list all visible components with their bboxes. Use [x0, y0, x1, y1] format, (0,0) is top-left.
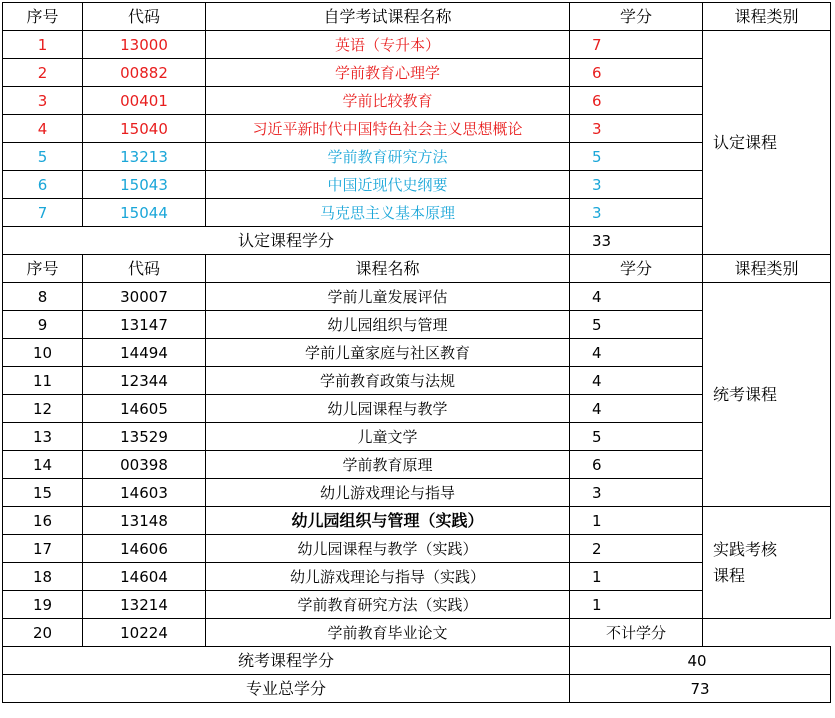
- category-practical-line2: 课程: [713, 565, 746, 585]
- cell-seq: 18: [3, 563, 83, 591]
- cell-course-name: 幼儿园组织与管理: [206, 311, 570, 339]
- cell-code: 14494: [83, 339, 206, 367]
- cell-code: 30007: [83, 283, 206, 311]
- cell-code: 13148: [83, 507, 206, 535]
- cell-seq: 17: [3, 535, 83, 563]
- cell-credit: 4: [570, 339, 703, 367]
- cell-credit: 1: [570, 563, 703, 591]
- cell-credit: 6: [570, 59, 703, 87]
- total-row: [3, 647, 831, 675]
- cell-credit: 6: [570, 87, 703, 115]
- cell-code: 13529: [83, 423, 206, 451]
- subtotal-recognized-label: 认定课程学分: [3, 227, 570, 255]
- cell-course-name: 习近平新时代中国特色社会主义思想概论: [206, 115, 570, 143]
- cell-course-name: 儿童文学: [206, 423, 570, 451]
- header-row: [3, 255, 831, 283]
- header-seq: 序号: [3, 255, 83, 283]
- cell-seq: 5: [3, 143, 83, 171]
- total-exam-value: 40: [570, 647, 831, 675]
- cell-code: 14605: [83, 395, 206, 423]
- cell-code: 15040: [83, 115, 206, 143]
- header-category: 课程类别: [703, 255, 831, 283]
- header-credit: 学分: [570, 255, 703, 283]
- cell-code: 14606: [83, 535, 206, 563]
- table-row: [3, 619, 831, 647]
- cell-code: 13000: [83, 31, 206, 59]
- cell-code: 13147: [83, 311, 206, 339]
- cell-seq: 11: [3, 367, 83, 395]
- empty-cell: [703, 619, 831, 647]
- header-code: 代码: [83, 3, 206, 31]
- cell-seq: 20: [3, 619, 83, 647]
- cell-code: 13214: [83, 591, 206, 619]
- cell-course-name: 学前儿童发展评估: [206, 283, 570, 311]
- cell-course-name: 学前教育原理: [206, 451, 570, 479]
- total-major-label: 专业总学分: [3, 675, 570, 703]
- cell-credit: 1: [570, 507, 703, 535]
- cell-credit: 3: [570, 115, 703, 143]
- header-code: 代码: [83, 255, 206, 283]
- total-major-value: 73: [570, 675, 831, 703]
- cell-credit: 4: [570, 283, 703, 311]
- cell-seq: 6: [3, 171, 83, 199]
- cell-credit: 2: [570, 535, 703, 563]
- cell-code: 13213: [83, 143, 206, 171]
- cell-credit: 5: [570, 423, 703, 451]
- cell-seq: 12: [3, 395, 83, 423]
- cell-seq: 19: [3, 591, 83, 619]
- cell-course-name: 幼儿游戏理论与指导（实践）: [206, 563, 570, 591]
- header-row: [3, 3, 831, 31]
- cell-seq: 2: [3, 59, 83, 87]
- cell-seq: 7: [3, 199, 83, 227]
- cell-seq: 16: [3, 507, 83, 535]
- header-category: 课程类别: [703, 3, 831, 31]
- table-row: [3, 507, 831, 535]
- cell-seq: 4: [3, 115, 83, 143]
- cell-course-name: 学前教育毕业论文: [206, 619, 570, 647]
- cell-course-name: 学前比较教育: [206, 87, 570, 115]
- category-recognized: 认定课程: [703, 31, 831, 255]
- cell-credit: 6: [570, 451, 703, 479]
- cell-course-name: 学前儿童家庭与社区教育: [206, 339, 570, 367]
- cell-credit: 7: [570, 31, 703, 59]
- curriculum-table: [2, 2, 831, 703]
- header-course-name: 自学考试课程名称: [206, 3, 570, 31]
- cell-credit: 4: [570, 395, 703, 423]
- cell-course-name: 学前教育政策与法规: [206, 367, 570, 395]
- category-practical: [703, 507, 831, 619]
- cell-course-name: 学前教育研究方法（实践）: [206, 591, 570, 619]
- cell-course-name: 学前教育心理学: [206, 59, 570, 87]
- cell-course-name: 幼儿园课程与教学（实践）: [206, 535, 570, 563]
- category-unified-exam: 统考课程: [703, 283, 831, 507]
- cell-seq: 9: [3, 311, 83, 339]
- cell-seq: 15: [3, 479, 83, 507]
- cell-seq: 3: [3, 87, 83, 115]
- cell-code: 12344: [83, 367, 206, 395]
- cell-seq: 8: [3, 283, 83, 311]
- cell-code: 15043: [83, 171, 206, 199]
- cell-course-name: 英语（专升本）: [206, 31, 570, 59]
- total-row: [3, 675, 831, 703]
- cell-course-name: 马克思主义基本原理: [206, 199, 570, 227]
- cell-course-name: 幼儿游戏理论与指导: [206, 479, 570, 507]
- cell-credit: 3: [570, 479, 703, 507]
- cell-seq: 13: [3, 423, 83, 451]
- cell-credit: 4: [570, 367, 703, 395]
- cell-seq: 10: [3, 339, 83, 367]
- cell-course-name: 学前教育研究方法: [206, 143, 570, 171]
- cell-code: 10224: [83, 619, 206, 647]
- cell-credit: 不计学分: [570, 619, 703, 647]
- cell-code: 00401: [83, 87, 206, 115]
- cell-code: 14604: [83, 563, 206, 591]
- subtotal-recognized-value: 33: [570, 227, 703, 255]
- cell-course-name: 幼儿园组织与管理（实践）: [206, 507, 570, 535]
- header-credit: 学分: [570, 3, 703, 31]
- cell-seq: 1: [3, 31, 83, 59]
- cell-course-name: 中国近现代史纲要: [206, 171, 570, 199]
- header-course-name: 课程名称: [206, 255, 570, 283]
- cell-code: 14603: [83, 479, 206, 507]
- cell-credit: 3: [570, 199, 703, 227]
- cell-code: 00398: [83, 451, 206, 479]
- table-row: [3, 283, 831, 311]
- category-practical-line1: 实践考核: [713, 539, 778, 559]
- cell-credit: 5: [570, 311, 703, 339]
- cell-credit: 1: [570, 591, 703, 619]
- cell-credit: 5: [570, 143, 703, 171]
- cell-credit: 3: [570, 171, 703, 199]
- cell-code: 00882: [83, 59, 206, 87]
- cell-code: 15044: [83, 199, 206, 227]
- table-row: [3, 31, 831, 59]
- cell-course-name: 幼儿园课程与教学: [206, 395, 570, 423]
- header-seq: 序号: [3, 3, 83, 31]
- total-exam-label: 统考课程学分: [3, 647, 570, 675]
- cell-seq: 14: [3, 451, 83, 479]
